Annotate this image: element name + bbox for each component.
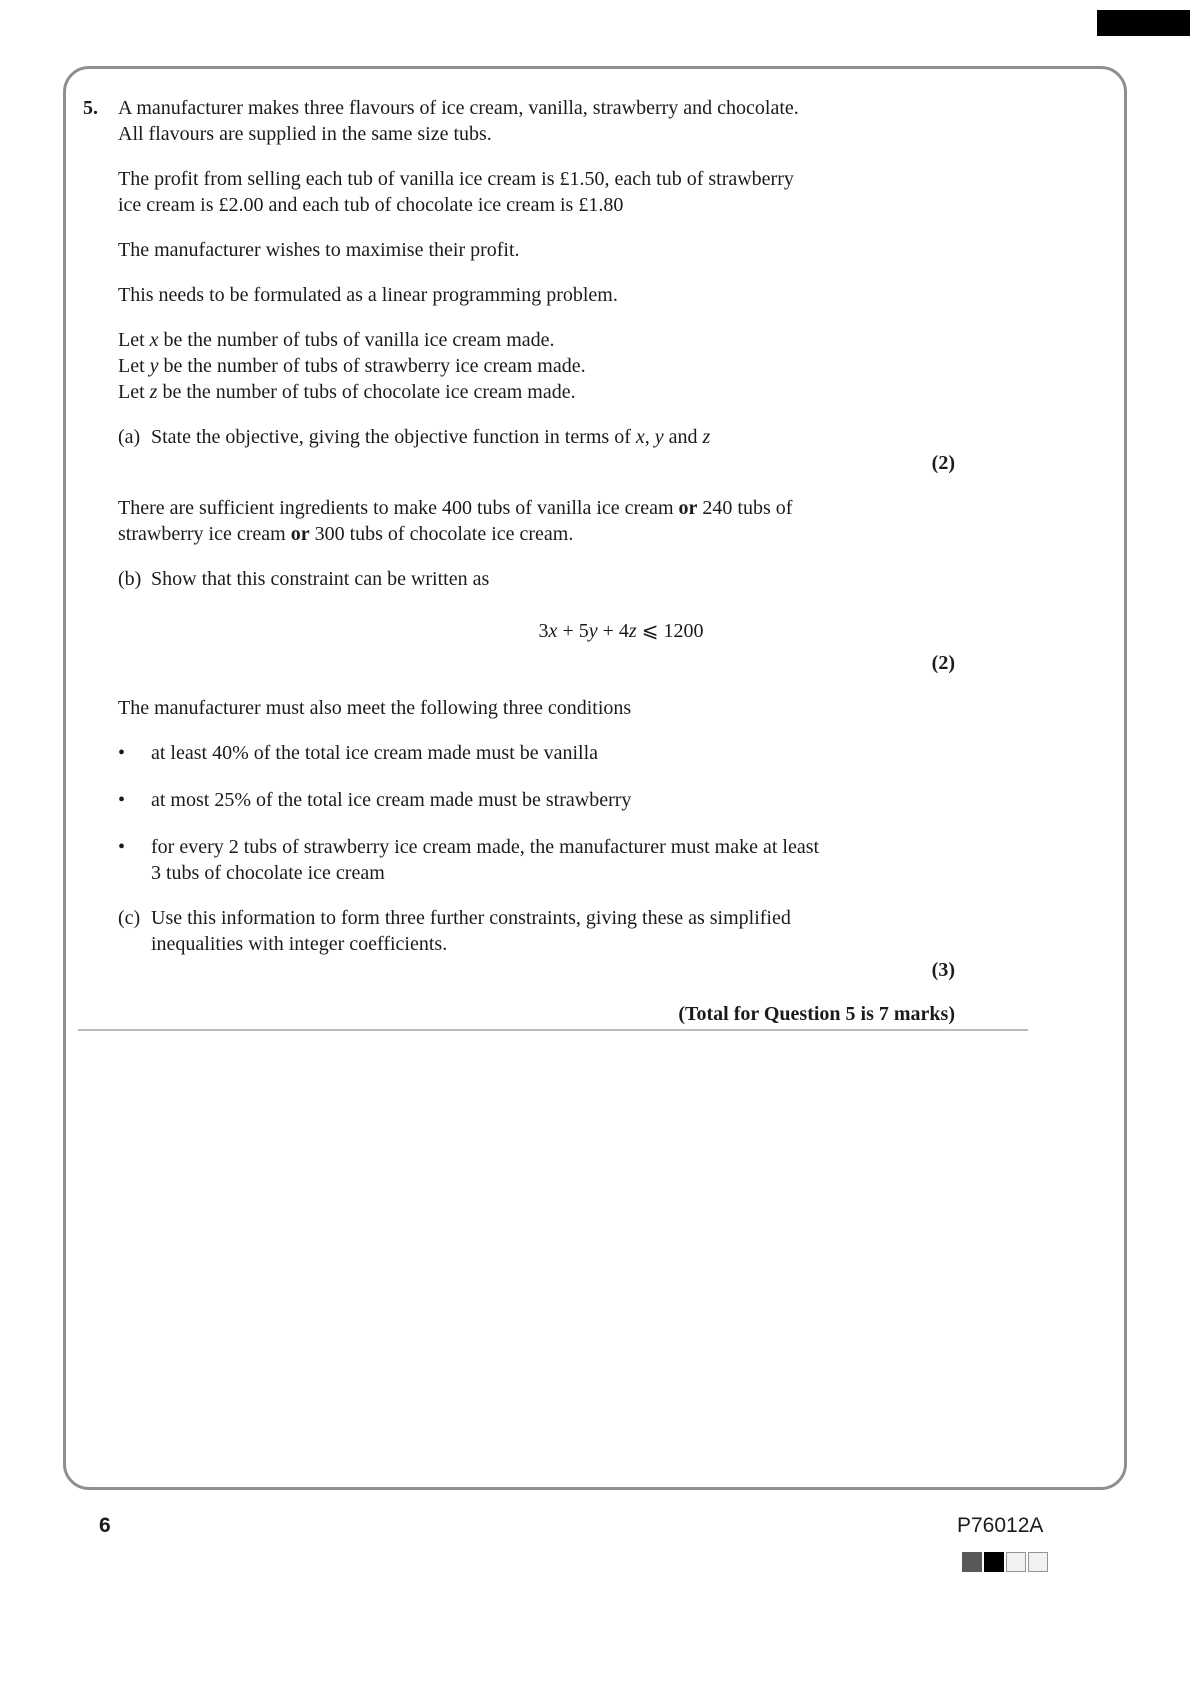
ingredients-paragraph (118, 495, 1124, 547)
page-number: 6 (99, 1514, 111, 1537)
part-b-label: (b) (118, 568, 142, 590)
bullet-item-1 (118, 740, 1124, 766)
maximise-paragraph (118, 237, 1124, 263)
part-b-text: Show that this constraint can be written as (151, 568, 490, 590)
progress-square (1006, 1552, 1026, 1572)
bullet-marker: • (118, 742, 126, 764)
text-line: for every 2 tubs of strawberry ice cream made, the manufacturer must make at least (151, 836, 820, 858)
separator: , (644, 426, 655, 448)
footer-progress-squares (962, 1552, 1048, 1572)
page-corner-trim-mark (1097, 10, 1190, 36)
question-content (66, 69, 1124, 1031)
part-c-row (118, 905, 1124, 957)
equation-coeff: 3 (538, 620, 549, 642)
intro-paragraph (118, 95, 1124, 147)
text-line: at least 40% of the total ice cream made must be vanilla (151, 742, 599, 764)
definition-pre: Let (118, 381, 150, 403)
math-var-x: x (548, 620, 558, 642)
question-number: 5. (83, 97, 98, 119)
question-border-box (63, 66, 1127, 1490)
separator: and (663, 426, 703, 448)
progress-square (984, 1552, 1004, 1572)
bullet-text (151, 834, 819, 886)
definition-post: be the number of tubs of vanilla ice cream made. (158, 329, 555, 351)
formulate-paragraph (118, 282, 1124, 308)
equation-coeff: + 5 (557, 620, 589, 642)
math-var-y: y (149, 355, 159, 377)
bullet-text (151, 740, 598, 766)
definition-pre: Let (118, 355, 150, 377)
total-marks-line: (Total for Question 5 is 7 marks) (678, 1003, 955, 1025)
text-line: at most 25% of the total ice cream made must be strawberry (151, 789, 632, 811)
part-b-row (118, 566, 1124, 592)
definition-y-line (118, 353, 1124, 379)
text-line: The manufacturer wishes to maximise their profit. (118, 239, 520, 261)
text-line: Use this information to form three further constraints, giving these as simplified (151, 907, 791, 929)
ingredients-text: There are sufficient ingredients to make 400 tubs of vanilla ice cream (118, 497, 679, 519)
profit-paragraph (118, 166, 1124, 218)
text-line: inequalities with integer coefficients. (151, 933, 448, 955)
math-var-z: z (702, 426, 711, 448)
math-var-y: y (588, 620, 598, 642)
text-line: The manufacturer must also meet the following three conditions (118, 697, 632, 719)
part-a-text (151, 424, 710, 450)
progress-square (962, 1552, 982, 1572)
definition-pre: Let (118, 329, 150, 351)
part-c-label: (c) (118, 907, 141, 929)
part-a-row (118, 424, 1124, 450)
math-var-x: x (149, 329, 159, 351)
bullet-marker: • (118, 836, 126, 858)
bold-or: or (678, 497, 698, 519)
variable-definitions (118, 327, 1124, 405)
ingredients-text: 300 tubs of chocolate ice cream. (309, 523, 574, 545)
bold-or: or (290, 523, 310, 545)
text-line (118, 521, 1124, 547)
constraint-equation (118, 618, 1124, 644)
ingredients-text: strawberry ice cream (118, 523, 291, 545)
math-var-z: z (149, 381, 158, 403)
equation-coeff: + 4 (597, 620, 629, 642)
equation-inequality: ⩽ 1200 (636, 620, 704, 642)
part-a-label: (a) (118, 426, 141, 448)
text-line: All flavours are supplied in the same size tubs. (118, 123, 492, 145)
definition-x-line (118, 327, 1124, 353)
part-c-marks: (3) (931, 959, 955, 981)
definition-z-line (118, 379, 1124, 405)
part-a-marks: (2) (931, 452, 955, 474)
math-var-z: z (628, 620, 637, 642)
paper-code: P76012A (957, 1514, 1044, 1537)
bullet-item-3 (118, 834, 1124, 886)
text-line: 3 tubs of chocolate ice cream (151, 862, 385, 884)
part-c-text (151, 905, 791, 957)
part-a-prompt: State the objective, giving the objective function in terms of (151, 426, 636, 448)
math-var-x: x (635, 426, 645, 448)
part-b-marks: (2) (931, 652, 955, 674)
conditions-intro (118, 695, 1124, 721)
text-line: The profit from selling each tub of vanilla ice cream is £1.50, each tub of strawberry (118, 168, 794, 190)
progress-square (1028, 1552, 1048, 1572)
text-line: A manufacturer makes three flavours of ice cream, vanilla, strawberry and chocolate. (118, 97, 799, 119)
bullet-text (151, 787, 631, 813)
definition-post: be the number of tubs of chocolate ice cream made. (157, 381, 576, 403)
definition-post: be the number of tubs of strawberry ice cream made. (158, 355, 586, 377)
bullet-marker: • (118, 789, 126, 811)
text-line (118, 495, 1124, 521)
bullet-item-2 (118, 787, 1124, 813)
math-var-y: y (654, 426, 664, 448)
text-line: This needs to be formulated as a linear programming problem. (118, 284, 618, 306)
text-line: ice cream is £2.00 and each tub of chocolate ice cream is £1.80 (118, 194, 624, 216)
divider-rule (78, 1029, 1028, 1031)
ingredients-text: 240 tubs of (697, 497, 793, 519)
